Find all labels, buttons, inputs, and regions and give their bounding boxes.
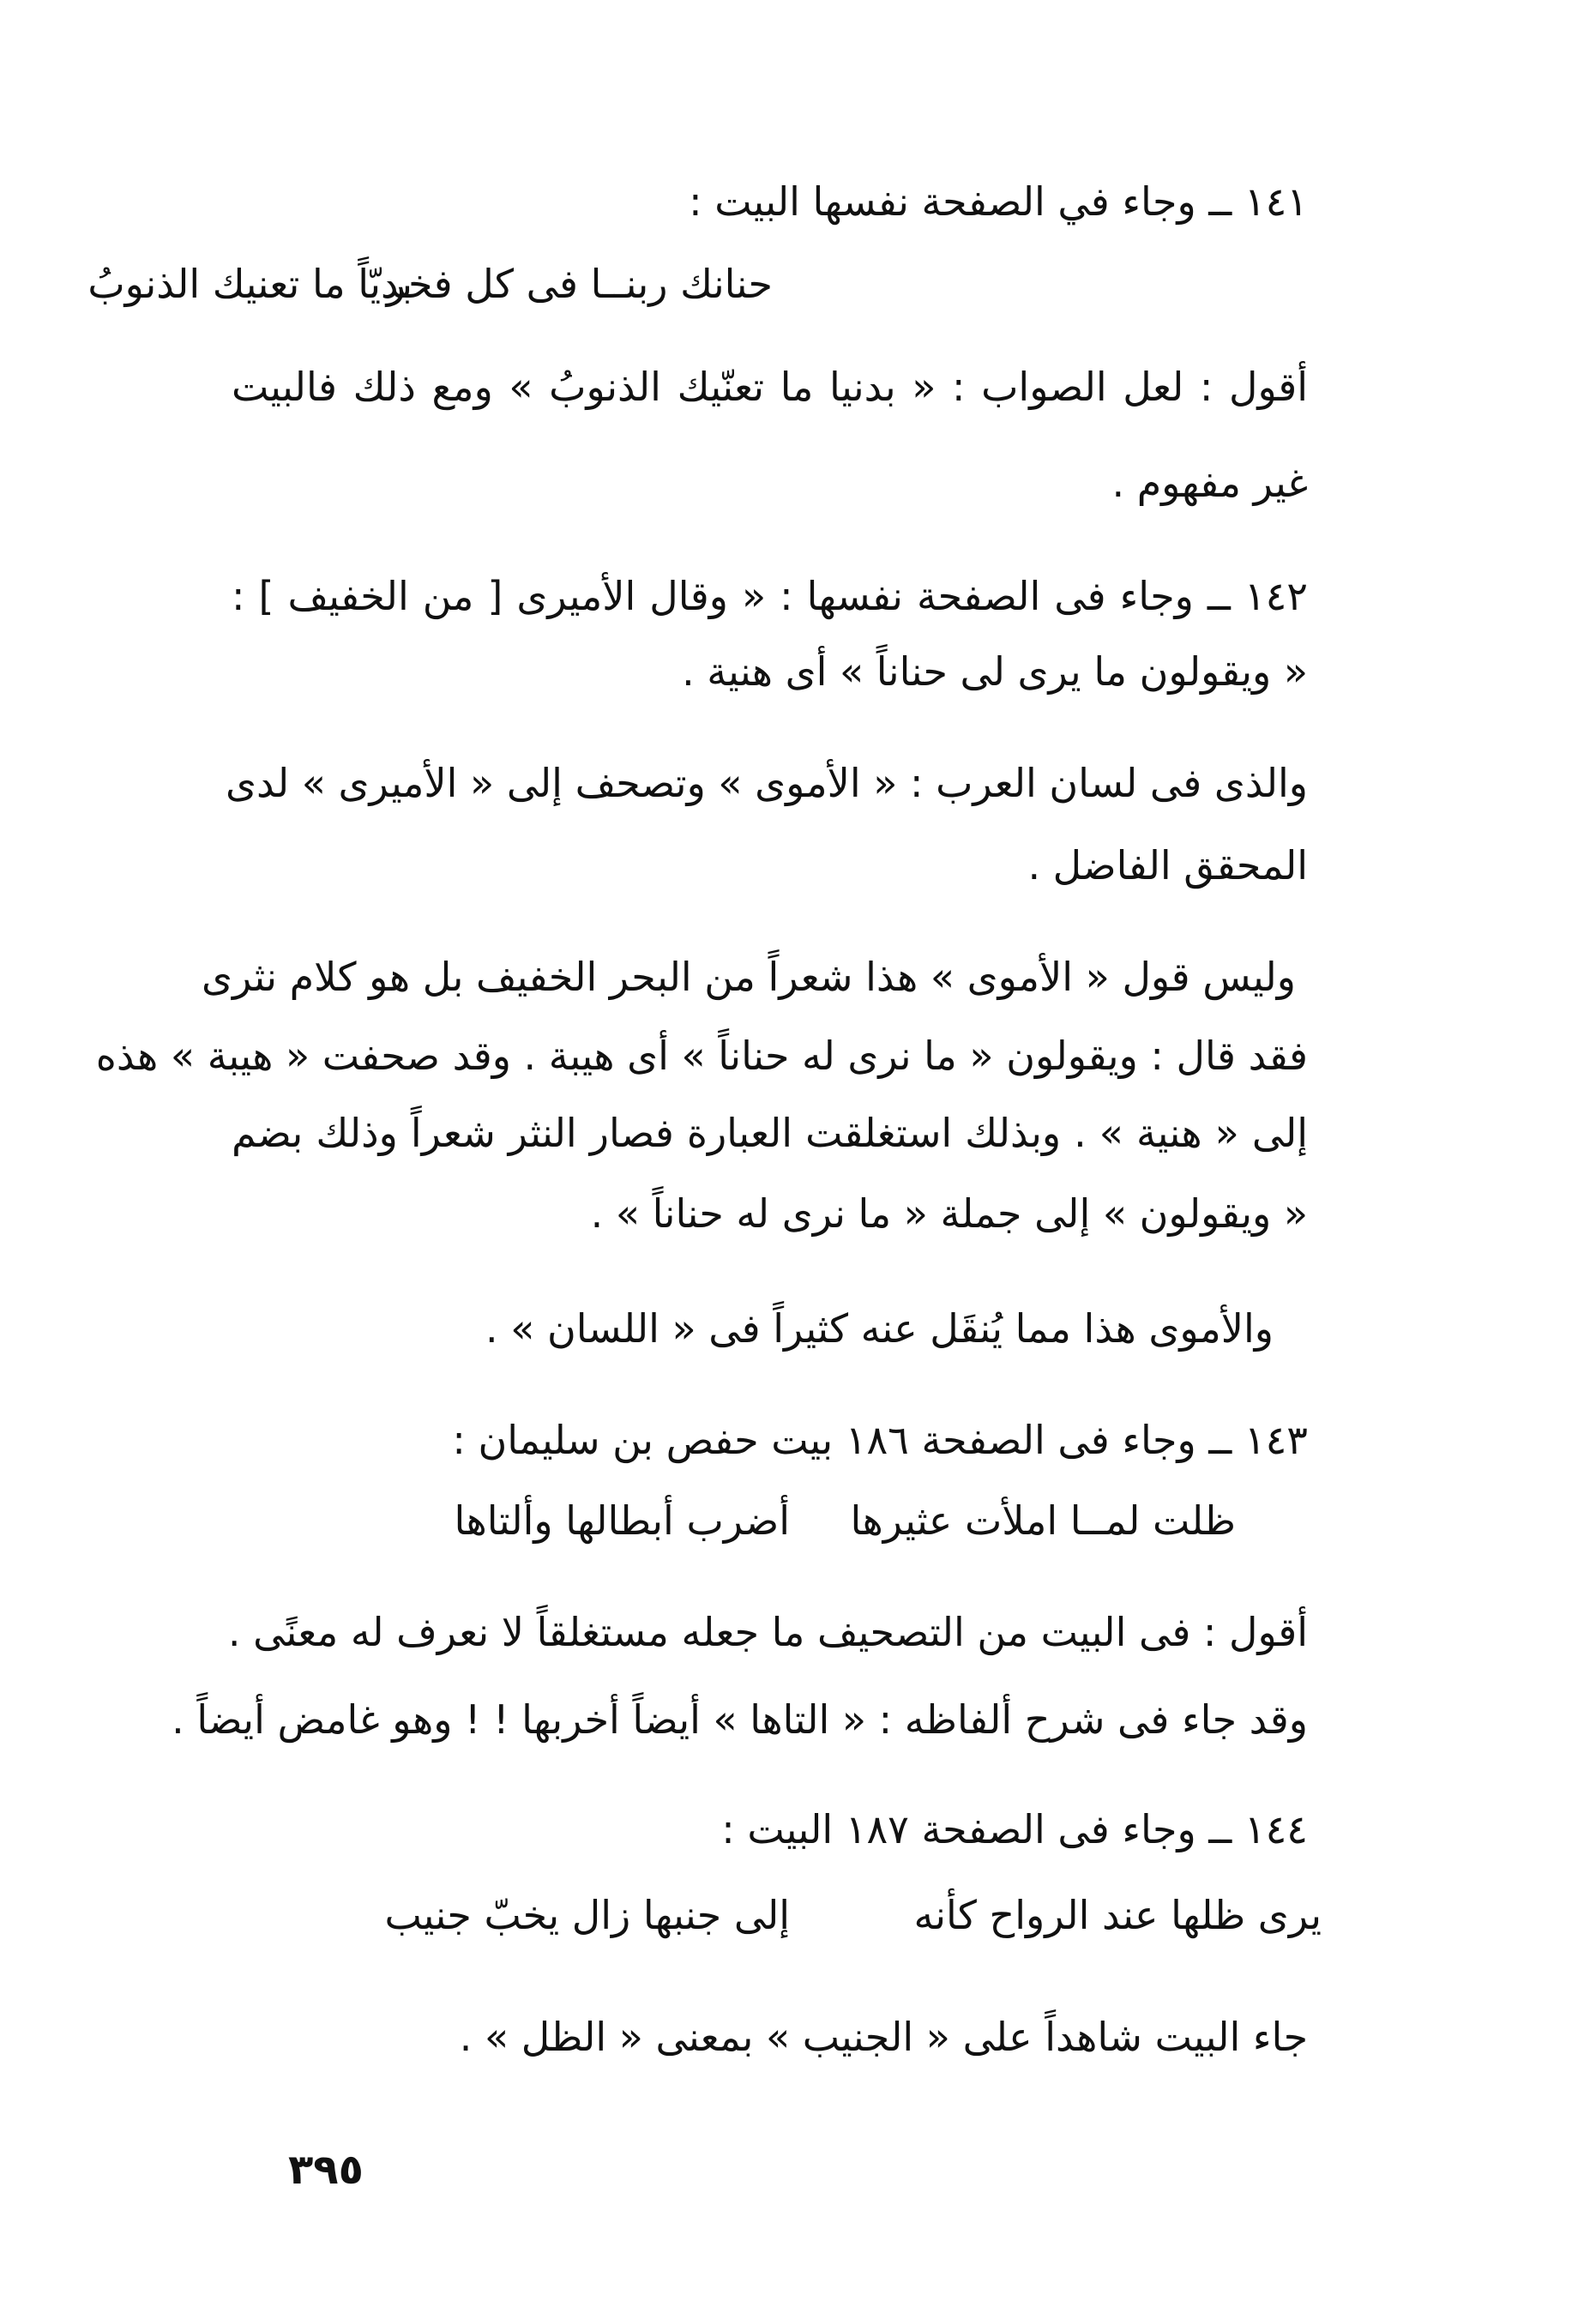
verse-3-first-hemistich: يرى ظلها عند الرواح كأنه bbox=[913, 1892, 1322, 1938]
item-143-heading: ١٤٣ ــ وجاء فى الصفحة ١٨٦ بيت حفص بن سليمان : bbox=[452, 1417, 1308, 1463]
verse-2-second-hemistich: أضرب أبطالها وألتاها bbox=[454, 1497, 790, 1544]
commentary-line: وقد جاء فى شرح ألفاظه : « التاها » أيضاً أخربها ! ! وهو غامض أيضاً . bbox=[172, 1696, 1308, 1743]
commentary-line: أقول : فى البيت من التصحيف ما جعله مستغلقاً لا نعرف له معنًى . bbox=[227, 1609, 1308, 1655]
commentary-line: فقد قال : ويقولون « ما نرى له حناناً » أى هيبة . وقد صحفت « هيبة » هذه bbox=[95, 1033, 1308, 1079]
commentary-line: المحقق الفاضل . bbox=[1027, 842, 1308, 888]
commentary-line: جاء البيت شاهداً على « الجنيب » بمعنى « الظل » . bbox=[459, 2014, 1308, 2060]
commentary-line: وليس قول « الأموى » هذا شعراً من البحر الخفيف بل هو كلام نثرى bbox=[201, 954, 1296, 1000]
commentary-line: أقول : لعل الصواب : « بدنيا ما تعنّيك الذنوبُ » ومع ذلك فالبيت bbox=[232, 364, 1308, 410]
commentary-line: والذى فى لسان العرب : « الأموى » وتصحف إلى « الأميرى » لدى bbox=[225, 760, 1308, 806]
item-144-heading: ١٤٤ ــ وجاء فى الصفحة ١٨٧ البيت : bbox=[721, 1806, 1308, 1852]
quoted-line: « ويقولون ما يرى لى حناناً » أى هنية . bbox=[682, 648, 1308, 695]
verse-2-first-hemistich: ظلت لمــا املأت عثيرها bbox=[850, 1497, 1236, 1544]
commentary-line: غير مفهوم . bbox=[1111, 460, 1308, 506]
item-141-heading: ١٤١ ــ وجاء في الصفحة نفسها البيت : bbox=[689, 178, 1308, 225]
commentary-line: إلى « هنية » . وبذلك استغلقت العبارة فصار النثر شعراً وذلك بضم bbox=[232, 1110, 1308, 1156]
page-number: ٣٩٥ bbox=[288, 2146, 364, 2194]
verse-1-second-hemistich: بديّاً ما تعنيك الذنوبُ bbox=[87, 261, 413, 307]
verse-1-first-hemistich: حنانك ربنــا فى كل فخر bbox=[386, 261, 773, 307]
item-142-heading: ١٤٢ ــ وجاء فى الصفحة نفسها : « وقال الأميرى [ من الخفيف ] : bbox=[232, 573, 1308, 619]
commentary-line: والأموى هذا مما يُنقَل عنه كثيراً فى « اللسان » . bbox=[485, 1305, 1274, 1352]
commentary-line: « ويقولون » إلى جملة « ما نرى له حناناً » . bbox=[590, 1190, 1308, 1237]
verse-3-second-hemistich: إلى جنبها زال يخبّ جنيب bbox=[384, 1892, 790, 1938]
